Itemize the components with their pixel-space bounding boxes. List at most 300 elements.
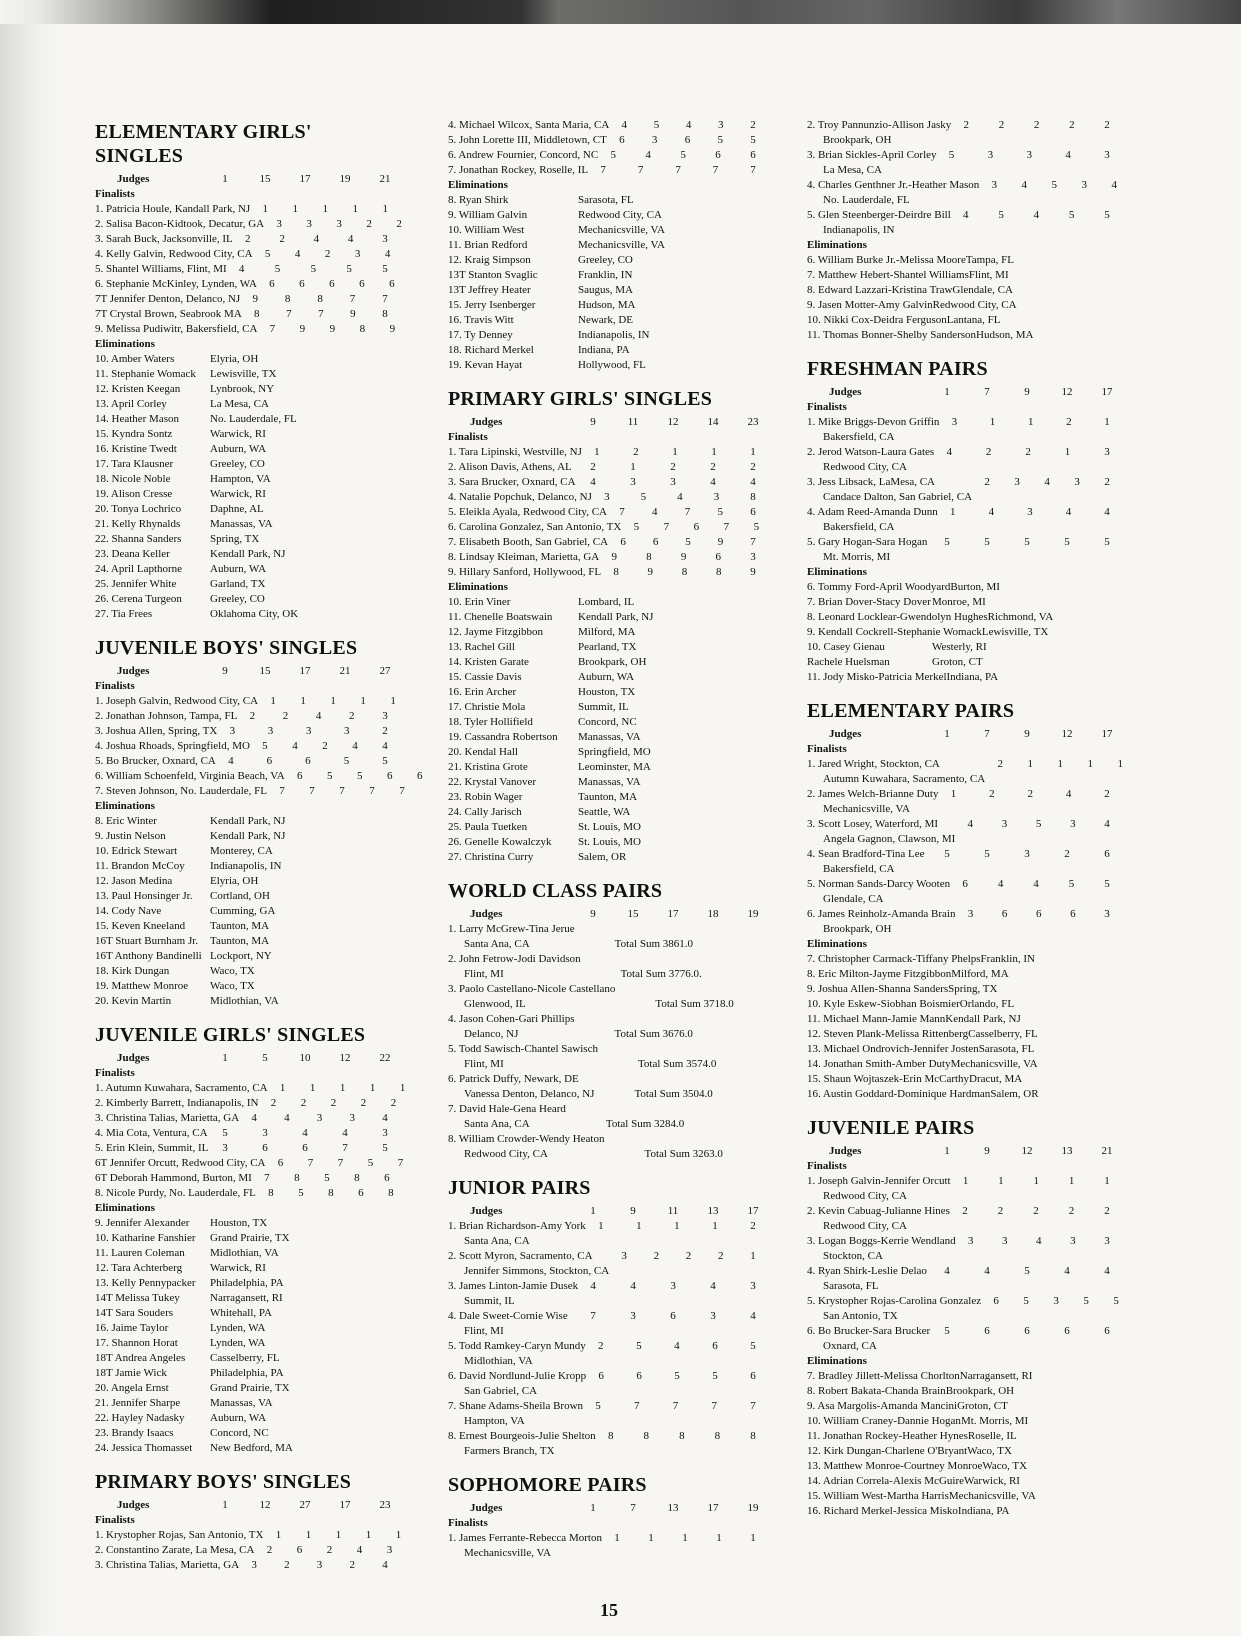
score-cells xyxy=(601,565,768,580)
skater-name: 16. Kristine Twedt xyxy=(95,443,177,455)
judges-label: Judges xyxy=(470,416,503,428)
score-cell: 15 xyxy=(627,908,639,920)
elimination-row xyxy=(448,595,768,610)
score-cells xyxy=(599,550,768,565)
score-cell: 21 xyxy=(339,665,351,677)
score-cell: 1 xyxy=(682,1532,688,1544)
judges-label: Judges xyxy=(829,728,862,740)
elimination-row xyxy=(95,427,400,442)
column-right xyxy=(807,118,1122,1533)
elimination-row xyxy=(448,208,768,223)
score-cell: 7 xyxy=(339,785,345,797)
hometown: Westerly, RI xyxy=(932,641,987,653)
pair-names xyxy=(807,787,939,817)
elimination-row xyxy=(95,1291,400,1306)
score-cell: 17 xyxy=(707,1502,719,1514)
score-cell: 1 xyxy=(712,1220,718,1232)
score-cell: 2 xyxy=(326,1544,333,1556)
skater-name: 2. Constantino Zarate, La Mesa, CA xyxy=(95,1544,255,1556)
pair-row xyxy=(448,1339,768,1369)
placement-row xyxy=(95,1558,400,1573)
pair-names xyxy=(807,847,932,877)
score-cell: 2 xyxy=(997,1205,1004,1217)
pair-names xyxy=(448,1309,578,1339)
score-cell: 1 xyxy=(614,1532,620,1544)
score-cell: 8 xyxy=(679,1430,685,1442)
score-cells xyxy=(951,1174,1122,1189)
score-cell: 19 xyxy=(339,173,351,185)
score-cells xyxy=(253,247,403,262)
skater-name: 1. Patricia Houle, Kandall Park, NJ xyxy=(95,203,251,215)
score-cell: 6 xyxy=(417,770,423,782)
score-cell: 4 xyxy=(356,1544,363,1556)
placement-row xyxy=(95,694,400,709)
score-cell: 2 xyxy=(750,1220,756,1232)
score-cell: 8 xyxy=(268,1187,274,1199)
score-cell: 5 xyxy=(680,149,686,161)
pair-name: 2. Jerod Watson-Laura Gates xyxy=(807,446,935,458)
score-cell: 7 xyxy=(984,386,990,398)
pair-names xyxy=(448,1012,575,1042)
score-cell: 3 xyxy=(1027,506,1033,518)
score-cell: 1 xyxy=(1027,758,1033,770)
score-cells xyxy=(210,1141,400,1156)
pair-hometown: Stockton, CA xyxy=(823,1250,883,1262)
hometown: Kendall Park, NJ xyxy=(945,1013,1021,1025)
score-cells xyxy=(240,292,400,307)
score-cell: 4 xyxy=(1033,209,1040,221)
score-cell: 7 xyxy=(619,506,625,518)
score-cells xyxy=(979,178,1129,193)
score-cell: 1 xyxy=(382,203,388,215)
score-cell: 6 xyxy=(1104,848,1110,860)
score-cell: 3 xyxy=(251,1559,257,1571)
score-cells xyxy=(263,1528,413,1543)
score-cells xyxy=(602,1531,768,1546)
score-cell: 7 xyxy=(397,1157,404,1169)
score-cell: 3 xyxy=(1104,1235,1110,1247)
skater-name: 7. Steven Johnson, No. Lauderdale, FL xyxy=(95,785,267,797)
pair-name: 1. James Ferrante-Rebecca Morton xyxy=(448,1532,602,1544)
score-cell: 2 xyxy=(324,248,331,260)
pair-name: 2. Troy Pannunzio-Allison Jasky xyxy=(807,119,952,131)
pair-row xyxy=(448,1369,768,1399)
score-cell: 6 xyxy=(652,536,659,548)
score-cell: 2 xyxy=(396,218,402,230)
elimination-row xyxy=(95,547,400,562)
score-cell: 1 xyxy=(339,1082,346,1094)
score-cell: 23 xyxy=(379,1499,391,1511)
score-cell: 2 xyxy=(633,446,639,458)
pair-hometown: Redwood City, CA xyxy=(823,461,907,473)
skater-name: 19. Matthew Monroe xyxy=(95,980,189,992)
elimination-row xyxy=(807,982,1122,997)
pair-hometown: Bakersfield, CA xyxy=(823,431,895,443)
pair-hometown: No. Lauderdale, FL xyxy=(823,194,910,206)
skater-name: 6. William Burke Jr.-Melissa Moore xyxy=(807,254,966,266)
score-cell: 17 xyxy=(667,908,679,920)
score-cells xyxy=(950,1204,1122,1219)
score-cell: 5 xyxy=(984,536,990,548)
elimination-row xyxy=(807,1459,1122,1474)
column-middle xyxy=(448,118,768,1575)
elimination-row xyxy=(95,1411,400,1426)
score-cell: 6 xyxy=(712,1340,718,1352)
skater-name: 14. Heather Mason xyxy=(95,413,180,425)
pair-hometown: Santa Ana, CA xyxy=(464,1118,530,1130)
skater-name: 20. Tonya Lochrico xyxy=(95,503,182,515)
score-cell: 3 xyxy=(967,908,974,920)
score-cells xyxy=(588,163,768,178)
score-cell: 2 xyxy=(598,1340,604,1352)
hometown: Philadelphia, PA xyxy=(210,1367,284,1379)
score-cell: 4 xyxy=(710,476,716,488)
judges-row xyxy=(95,172,400,187)
hometown: Manassas, VA xyxy=(210,1397,273,1409)
score-cell: 5 xyxy=(310,263,317,275)
finalists-label-text: Finalists xyxy=(95,1067,135,1079)
score-cell: 7 xyxy=(750,536,756,548)
pair-row xyxy=(807,415,1122,445)
judges-label: Judges xyxy=(470,1502,503,1514)
elimination-row xyxy=(448,328,768,343)
finalists-label xyxy=(807,1159,1122,1174)
score-cell: 5 xyxy=(674,1370,680,1382)
score-cells xyxy=(938,505,1122,520)
results-section xyxy=(95,120,400,622)
elimination-row xyxy=(95,994,400,1009)
score-cell: 8 xyxy=(328,1187,334,1199)
score-cell: 7 xyxy=(675,164,681,176)
score-cells xyxy=(582,445,768,460)
score-cell: 3 xyxy=(382,233,388,245)
skater-name: 11. Jonathan Rockey-Heather Hynes xyxy=(807,1430,968,1442)
eliminations-label-text: Eliminations xyxy=(807,239,867,251)
score-cell: 2 xyxy=(1033,119,1040,131)
total-sum: Total Sum 3263.0 xyxy=(644,1148,723,1160)
skater-name: 4. Mia Cota, Ventura, CA xyxy=(95,1127,208,1139)
skater-name: Rachele Huelsman xyxy=(807,656,890,668)
score-cell: 3 xyxy=(336,218,342,230)
score-cell: 2 xyxy=(985,446,992,458)
finalists-label-text: Finalists xyxy=(807,401,847,413)
judge-numbers xyxy=(578,907,768,922)
finalists-label xyxy=(448,430,768,445)
results-section xyxy=(95,1023,406,1456)
skater-name: 12. Kristen Keegan xyxy=(95,383,181,395)
score-cell: 6 xyxy=(358,1187,364,1199)
hometown: Lynden, WA xyxy=(210,1322,266,1334)
section-title: WORLD CLASS PAIRS xyxy=(448,880,663,902)
skater-name: 13. Matthew Monroe-Courtney Monroe xyxy=(807,1460,983,1472)
pair-row xyxy=(807,475,1122,505)
skater-name: 6T Deborah Hammond, Burton, MI xyxy=(95,1172,252,1184)
score-cell: 3 xyxy=(262,1127,268,1139)
hometown: Auburn, WA xyxy=(210,1412,267,1424)
skater-name: 8. Ryan Shirk xyxy=(448,194,509,206)
score-cells xyxy=(955,907,1122,922)
score-cells xyxy=(233,232,400,247)
hometown: Waco, TX xyxy=(210,980,255,992)
score-cell: 5 xyxy=(298,1187,304,1199)
score-cell: 5 xyxy=(382,1142,388,1154)
hometown: Concord, NC xyxy=(578,716,637,728)
hometown: Waco, TX xyxy=(982,1460,1028,1472)
skater-name: 23. Robin Wager xyxy=(448,791,523,803)
elimination-row xyxy=(95,859,400,874)
score-cells xyxy=(217,724,400,739)
skater-name: 2. Jonathan Johnson, Tampa, FL xyxy=(95,710,238,722)
score-cells xyxy=(258,694,408,709)
score-cell: 6 xyxy=(620,536,626,548)
pair-hometown: Mt. Morris, MI xyxy=(823,551,891,563)
score-cell: 9 xyxy=(590,908,596,920)
results-section xyxy=(448,1176,768,1459)
eliminations-label-text: Eliminations xyxy=(448,581,508,593)
hometown: Spring, TX xyxy=(948,983,998,995)
elimination-row xyxy=(95,382,400,397)
pair-names xyxy=(807,877,950,907)
pair-names xyxy=(807,118,951,148)
finalists-label-text: Finalists xyxy=(448,1517,488,1529)
pair-row xyxy=(807,877,1122,907)
score-cell: 5 xyxy=(753,521,760,533)
section-title: SOPHOMORE PAIRS xyxy=(448,1474,647,1496)
placement-row xyxy=(448,148,768,163)
score-cell: 7 xyxy=(342,1142,348,1154)
skater-name: 6. Tommy Ford-April Woodyard xyxy=(807,581,951,593)
hometown: Concord, NC xyxy=(210,1427,269,1439)
placement-row xyxy=(95,247,400,262)
skater-name: 9. Jennifer Alexander xyxy=(95,1217,190,1229)
pair-name: 6. Bo Brucker-Sara Brucker xyxy=(807,1325,931,1337)
score-cell: 8 xyxy=(388,1187,394,1199)
score-cell: 2 xyxy=(750,119,756,131)
score-cell: 3 xyxy=(349,1112,355,1124)
placement-row xyxy=(448,460,768,475)
score-cell: 15 xyxy=(259,665,271,677)
hometown: Franklin, IN xyxy=(980,953,1035,965)
total-sum: Total Sum 3676.0 xyxy=(614,1028,693,1040)
hometown: Seattle, WA xyxy=(578,806,631,818)
elimination-row xyxy=(448,283,768,298)
placement-row xyxy=(448,550,768,565)
hometown: Hudson, MA xyxy=(578,299,636,311)
score-cell: 5 xyxy=(382,755,388,767)
score-cell: 2 xyxy=(1033,1205,1039,1217)
score-cell: 13 xyxy=(707,1205,719,1217)
total-sum: Total Sum 3504.0 xyxy=(634,1088,713,1100)
hometown: Garland, TX xyxy=(210,578,266,590)
eliminations-label-text: Eliminations xyxy=(807,1355,867,1367)
score-cell: 3 xyxy=(951,416,958,428)
pair-hometown: Hampton, VA xyxy=(464,1415,525,1427)
score-cell: 19 xyxy=(747,1502,759,1514)
skater-name: 22. Krystal Vanover xyxy=(448,776,537,788)
hometown: Kendall Park, NJ xyxy=(210,548,286,560)
score-cell: 7 xyxy=(382,293,388,305)
score-cell: 27 xyxy=(299,1499,311,1511)
score-cell: 5 xyxy=(343,755,350,767)
pair-total-row xyxy=(448,982,768,1012)
pair-total-row xyxy=(448,1132,768,1162)
pair-hometown: Flint, MI xyxy=(464,1325,504,1337)
score-cell: 3 xyxy=(267,725,274,737)
score-cell: 2 xyxy=(963,119,969,131)
elimination-row xyxy=(448,610,768,625)
score-cells xyxy=(237,709,400,724)
score-cell: 5 xyxy=(262,1052,268,1064)
elimination-row xyxy=(807,268,1122,283)
skater-name: 24. April Lapthorne xyxy=(95,563,183,575)
pair-names xyxy=(448,1132,605,1162)
score-cell: 5 xyxy=(717,506,723,518)
pair-name: 4. Adam Reed-Amanda Dunn xyxy=(807,506,938,518)
elimination-row xyxy=(807,655,1122,670)
skater-name: 18. Tyler Hollifield xyxy=(448,716,533,728)
score-cell: 4 xyxy=(621,119,628,131)
score-cell: 4 xyxy=(294,248,301,260)
pair-hometown: Vanessa Denton, Delanco, NJ xyxy=(464,1088,595,1100)
skater-name: 24. Cally Jarisch xyxy=(448,806,522,818)
score-cell: 4 xyxy=(384,248,391,260)
hometown: Summit, IL xyxy=(578,701,629,713)
judges-row xyxy=(95,1498,400,1513)
pair-name: 2. James Welch-Brianne Duty xyxy=(807,788,939,800)
score-cell: 6 xyxy=(1024,1325,1030,1337)
finalists-label xyxy=(95,187,400,202)
judge-numbers xyxy=(932,385,1122,400)
pair-name: 6. David Nordlund-Julie Kropp xyxy=(448,1370,587,1382)
pair-name: 2. Kevin Cabuag-Julianne Hines xyxy=(807,1205,950,1217)
skater-name: 7. Christopher Carmack-Tiffany Phelps xyxy=(807,953,981,965)
skater-name: 11. Stephanie Womack xyxy=(95,368,196,380)
pair-names xyxy=(807,505,938,535)
results-section xyxy=(95,636,423,1009)
score-cell: 4 xyxy=(292,740,298,752)
pair-hometown: Candace Dalton, San Gabriel, CA xyxy=(823,491,973,503)
skater-name: 21. Kelly Rhynalds xyxy=(95,518,181,530)
score-cell: 2 xyxy=(998,119,1005,131)
score-cell: 1 xyxy=(674,1220,680,1232)
score-cell: 5 xyxy=(346,263,352,275)
pair-row xyxy=(807,787,1122,817)
score-cell: 7 xyxy=(630,1502,636,1514)
score-cells xyxy=(937,148,1122,163)
elimination-row xyxy=(807,1369,1122,1384)
elimination-row xyxy=(807,1012,1122,1027)
pair-names xyxy=(448,1279,578,1309)
score-cell: 23 xyxy=(747,416,759,428)
hometown: St. Louis, MO xyxy=(578,821,641,833)
score-cell: 4 xyxy=(1065,149,1071,161)
score-cells xyxy=(934,445,1122,460)
elimination-row xyxy=(95,607,400,622)
column-left xyxy=(95,118,423,1587)
pair-name: 3. James Linton-Jamie Dusek xyxy=(448,1280,579,1292)
score-cell: 1 xyxy=(292,203,298,215)
hometown: Greeley, CO xyxy=(210,593,265,605)
elimination-row xyxy=(448,790,768,805)
skater-name: 7. Jonathan Rockey, Roselle, IL xyxy=(448,164,589,176)
score-cell: 5 xyxy=(610,149,616,161)
skater-name: 8. Robert Bakata-Chanda Brain xyxy=(807,1385,946,1397)
score-cells xyxy=(227,262,400,277)
pair-names xyxy=(807,445,934,475)
hometown: Taunton, MA xyxy=(210,920,270,932)
finalists-label-text: Finalists xyxy=(807,1160,847,1172)
score-cell: 9 xyxy=(611,551,617,563)
score-cell: 12 xyxy=(339,1052,351,1064)
placement-row xyxy=(95,262,400,277)
pair-hometown: Mechanicsville, VA xyxy=(823,803,910,815)
skater-name: 22. Shanna Sanders xyxy=(95,533,182,545)
score-cell: 6 xyxy=(1064,1325,1070,1337)
hometown: Sarasota, FL xyxy=(978,1043,1035,1055)
pair-row xyxy=(807,757,1122,787)
score-cell: 1 xyxy=(594,446,600,458)
score-cell: 9 xyxy=(1024,728,1030,740)
score-cell: 7 xyxy=(672,1400,679,1412)
score-cell: 6 xyxy=(993,1295,999,1307)
elimination-row xyxy=(95,472,400,487)
elimination-row xyxy=(448,820,768,835)
score-cell: 4 xyxy=(347,233,354,245)
eliminations-label-text: Eliminations xyxy=(95,1202,155,1214)
score-cells xyxy=(609,118,768,133)
pair-hometown: Redwood City, CA xyxy=(464,1148,548,1160)
score-cell: 4 xyxy=(685,119,692,131)
judges-row xyxy=(807,385,1122,400)
pair-names xyxy=(448,1429,596,1459)
score-cell: 4 xyxy=(302,1127,308,1139)
skater-name: 17. Shannon Horat xyxy=(95,1337,178,1349)
hometown: Redwood City, CA xyxy=(578,209,662,221)
score-cell: 4 xyxy=(284,1112,290,1124)
score-cell: 2 xyxy=(989,788,995,800)
pair-row xyxy=(807,1234,1122,1264)
placement-row xyxy=(95,1528,400,1543)
score-cell: 2 xyxy=(360,1097,367,1109)
score-cell: 3 xyxy=(1104,908,1110,920)
pair-names xyxy=(807,1204,950,1234)
score-cell: 8 xyxy=(317,293,323,305)
score-cell: 4 xyxy=(710,1280,716,1292)
score-cell: 2 xyxy=(349,710,355,722)
skater-name: 11. Chenelle Boatswain xyxy=(448,611,553,623)
score-cell: 4 xyxy=(750,1310,756,1322)
skater-name: 13. Michael Ondrovich-Jennifer Josten xyxy=(807,1043,979,1055)
pair-hometown: Bakersfield, CA xyxy=(823,863,895,875)
elimination-row xyxy=(448,238,768,253)
skater-name: 14. Adrian Correla-Alexis McGuire xyxy=(807,1475,965,1487)
skater-name: 16. Austin Goddard-Dominique Hardman xyxy=(807,1088,991,1100)
pair-total-row xyxy=(448,1042,768,1072)
score-cells xyxy=(981,1294,1131,1309)
score-cells xyxy=(210,1126,400,1141)
skater-name: 16. Travis Witt xyxy=(448,314,514,326)
score-cell: 1 xyxy=(1033,1175,1040,1187)
pair-hometown: Summit, IL xyxy=(464,1295,515,1307)
score-cell: 5 xyxy=(1024,1265,1030,1277)
score-cell: 9 xyxy=(252,293,258,305)
hometown: Monterey, CA xyxy=(210,845,273,857)
skater-name: 9. Hillary Sanford, Hollywood, FL xyxy=(448,566,602,578)
elimination-row xyxy=(807,1384,1122,1399)
score-cell: 4 xyxy=(988,506,995,518)
elimination-row xyxy=(807,610,1122,625)
score-cells xyxy=(586,1339,768,1354)
